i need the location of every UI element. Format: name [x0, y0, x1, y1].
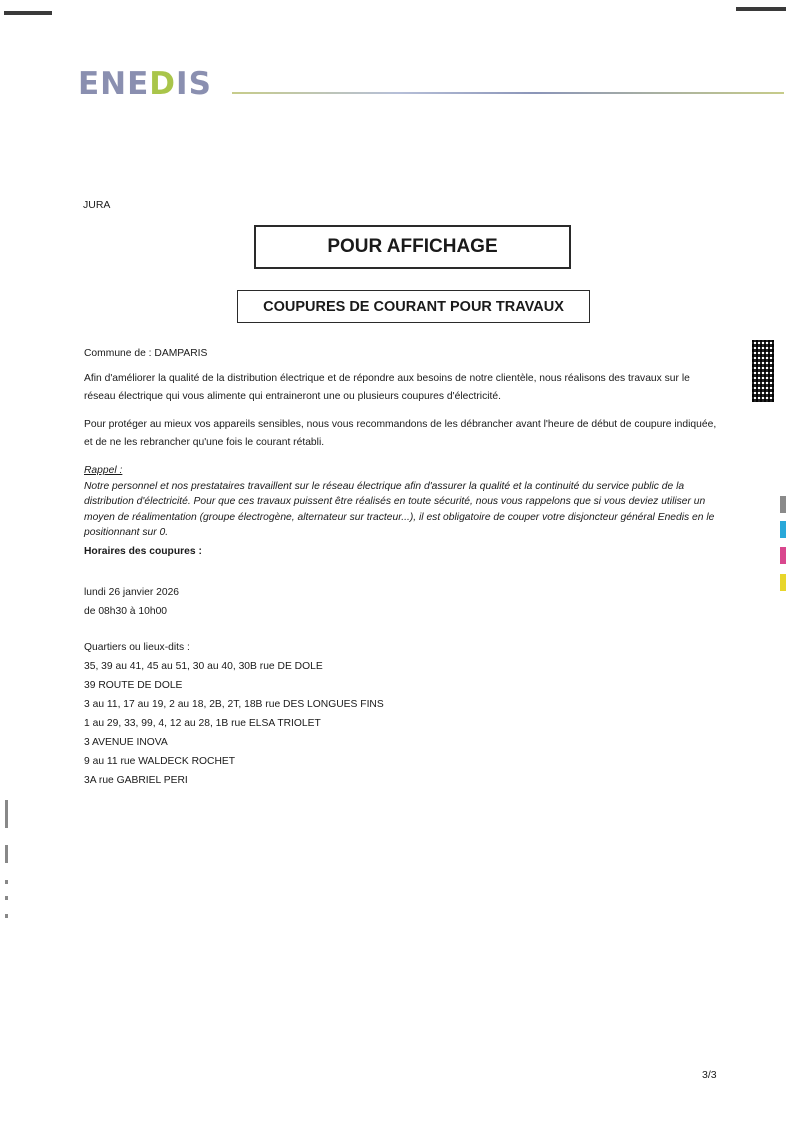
- print-color-bar-gray: [780, 496, 786, 513]
- schedule: [84, 583, 179, 621]
- scan-mark-top-left: [4, 11, 52, 15]
- print-color-bar-magenta: [780, 547, 786, 564]
- datamatrix-code: [752, 340, 774, 402]
- rappel-text: Notre personnel et nos prestataires travaillent sur le réseau électrique afin d'assurer la qualité et la continuité du service public de la distribution d'électricité. Pour que ces travaux puissent être réalisés en toute sécurité, nous vous rappelons que si vous deviez utiliser un moyen de réalimentation (groupe électrogène, alternateur sur tracteur...), il est obligatoire de couper votre disjoncteur général Enedis en le positionnant sur 0.: [84, 480, 715, 538]
- margin-mark: [5, 914, 8, 918]
- enedis-logo: ENEDIS: [78, 66, 212, 102]
- list-item: 3 AVENUE INOVA: [84, 737, 168, 748]
- print-color-bar-cyan: [780, 521, 786, 538]
- list-item: 39 ROUTE DE DOLE: [84, 680, 183, 691]
- margin-mark: [5, 880, 8, 884]
- outage-date: lundi 26 janvier 2026: [84, 587, 180, 598]
- margin-mark: [5, 896, 8, 900]
- list-item: 3A rue GABRIEL PERI: [84, 775, 188, 786]
- page-title: POUR AFFICHAGE: [254, 225, 571, 269]
- list-item: 35, 39 au 41, 45 au 51, 30 au 40, 30B rue DE DOLE: [84, 661, 323, 672]
- print-color-bar-yellow: [780, 574, 786, 591]
- margin-mark: [5, 845, 8, 863]
- list-item: 3 au 11, 17 au 19, 2 au 18, 2B, 2T, 18B rue DES LONGUES FINS: [84, 699, 384, 710]
- header-rule: [232, 92, 784, 94]
- horaires-title: Horaires des coupures :: [84, 546, 202, 557]
- page-subtitle: COUPURES DE COURANT POUR TRAVAUX: [237, 290, 590, 323]
- rappel-title: Rappel :: [84, 465, 123, 476]
- list-item: 9 au 11 rue WALDECK ROCHET: [84, 756, 236, 767]
- intro-paragraph: Afin d'améliorer la qualité de la distribution électrique et de répondre aux besoins de notre clientèle, nous réalisons des travaux sur le réseau électrique qui vous alimente qui entraineront une ou plusieurs coupures d'électricité.: [84, 373, 690, 402]
- page-number: 3/3: [702, 1069, 717, 1081]
- list-item: 1 au 29, 33, 99, 4, 12 au 28, 1B rue ELSA TRIOLET: [84, 718, 321, 729]
- outage-time-range: de 08h30 à 10h00: [84, 606, 168, 617]
- advice-paragraph: Pour protéger au mieux vos appareils sensibles, nous vous recommandons de les débrancher avant l'heure de début de coupure indiquée, et de ne les rebrancher qu'une fois le courant rétabli.: [84, 419, 717, 448]
- quartiers-title: Quartiers ou lieux-dits :: [84, 642, 190, 653]
- department-label: JURA: [83, 199, 111, 211]
- rappel-block: [84, 463, 720, 541]
- margin-mark: [5, 800, 8, 828]
- scan-mark-top-right: [736, 7, 786, 11]
- quartiers-list: [84, 638, 384, 790]
- commune-line: Commune de : DAMPARIS: [84, 348, 208, 359]
